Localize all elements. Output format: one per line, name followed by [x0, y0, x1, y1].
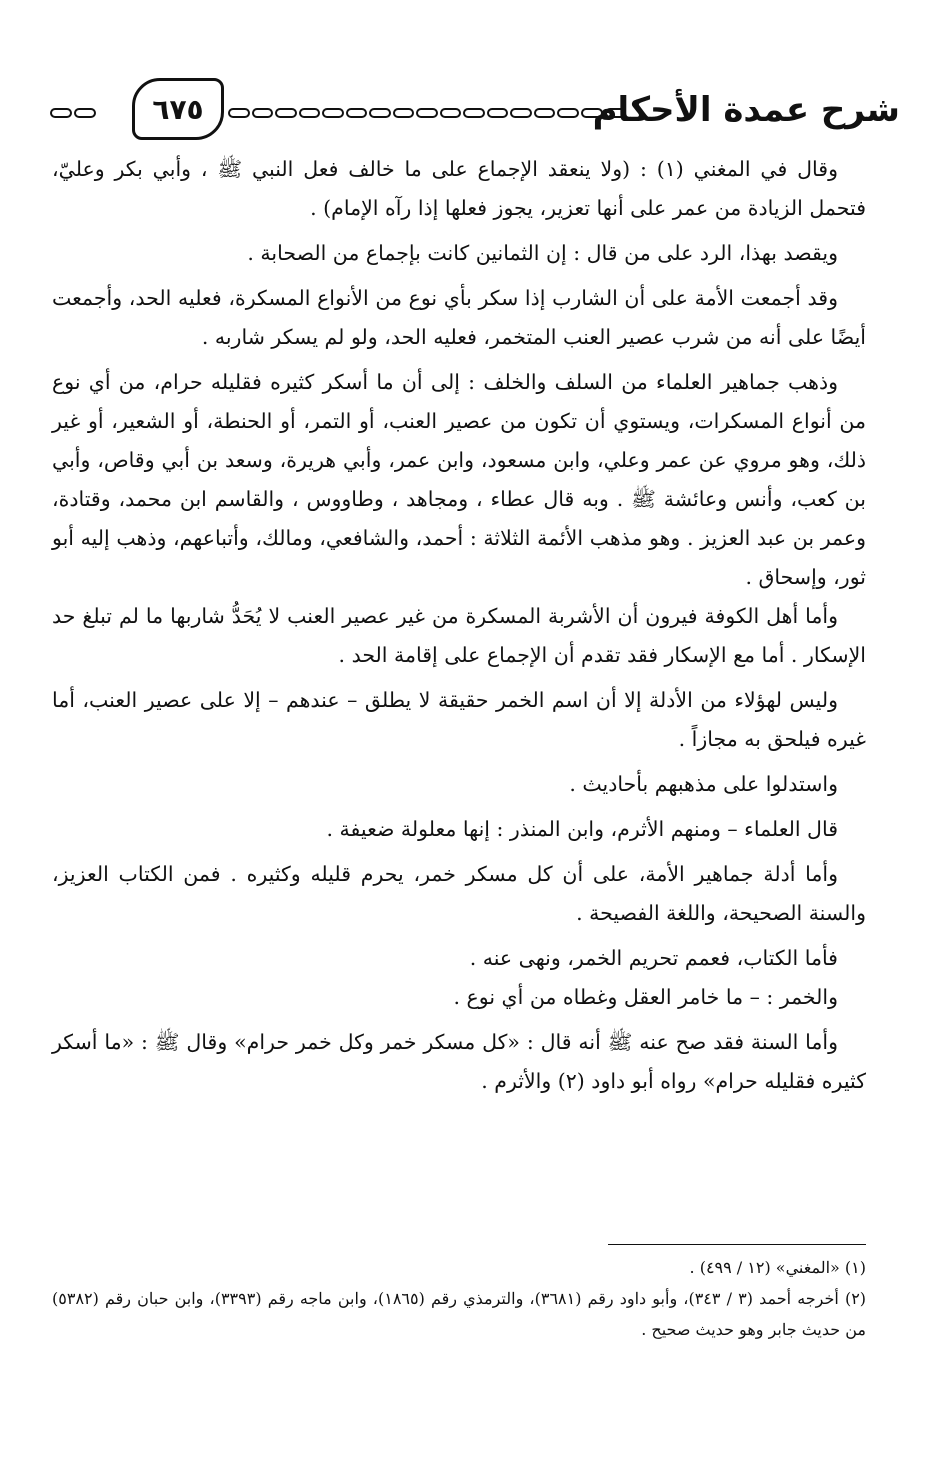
decorative-chain-ornament [228, 108, 626, 120]
footnotes [52, 1252, 866, 1345]
page-number-frame [132, 78, 224, 140]
footnote: (٢) أخرجه أحمد (٣ / ٣٤٣)، وأبو داود رقم (٣٦٨١)، والترمذي رقم (١٨٦٥)، وابن ماجه رقم (٣٣٩٣)، وابن حبان رقم (٥٣٨٢) من حديث جابر وهو حديث صحيح . [52, 1289, 867, 1339]
paragraph: والخمر : – ما خامر العقل وغطاه من أي نوع . [453, 985, 838, 1009]
paragraph: وقد أجمعت الأمة على أن الشارب إذا سكر بأي نوع من الأنواع المسكرة، فعليه الحد، وأجمعت أيضًا على أنه من شرب عصير العنب المتخمر، فعليه الحد، ولو لم يسكر شاربه . [52, 286, 866, 349]
footnote: (١) «المغني» (١٢ / ٤٩٩) . [689, 1258, 866, 1277]
paragraph: وقال في المغني (١) : (ولا ينعقد الإجماع على ما خالف فعل النبي ﷺ ، وأبي بكر وعليّ، فتحمل الزيادة من عمر على أنها تعزير، يجوز فعلها إذا رآه الإمام) . [52, 157, 866, 220]
paragraph: وأما السنة فقد صح عنه ﷺ أنه قال : «كل مسكر خمر وكل خمر حرام» وقال ﷺ : «ما أسكر كثيره فقليله حرام» رواه أبو داود (٢) والأثرم . [52, 1030, 866, 1093]
page-number: ٦٧٥ [152, 92, 204, 126]
paragraph: واستدلوا على مذهبهم بأحاديث . [569, 772, 838, 796]
paragraph: قال العلماء – ومنهم الأثرم، وابن المنذر : إنها معلولة ضعيفة . [326, 817, 838, 841]
book-title: شرح عمدة الأحكام [592, 90, 900, 130]
paragraph: وذهب جماهير العلماء من السلف والخلف : إلى أن ما أسكر كثيره فقليله حرام، من أي نوع من أنواع المسكرات، ويستوي أن تكون من عصير العنب، أو التمر، أو الحنطة، أو الشعير، أو غير ذلك، وهو مروي عن عمر وعلي، وابن مسعود، وابن عمر، وأبي هريرة، وسعد بن أبي وقاص، وأبي بن كعب، وأنس وعائشة ﷺ . وبه قال عطاء ، ومجاهد ، وطاووس ، والقاسم ابن محمد، وقتادة، وعمر بن عبد العزيز . وهو مذهب الأئمة الثلاثة : أحمد، والشافعي، ومالك، وأتباعهم، وذهب إليه أبو ثور، وإسحاق . [52, 370, 866, 589]
paragraph: ويقصد بهذا، الرد على من قال : إن الثمانين كانت بإجماع من الصحابة . [247, 241, 838, 265]
decorative-chain-ornament-small [50, 108, 110, 120]
paragraph: فأما الكتاب، فعمم تحريم الخمر، ونهى عنه . [469, 946, 838, 970]
paragraph: وأما أدلة جماهير الأمة، على أن كل مسكر خمر، يحرم قليله وكثيره . فمن الكتاب العزيز، والسنة الصحيحة، واللغة الفصيحة . [52, 862, 866, 925]
page-header [40, 74, 900, 144]
main-text [52, 150, 866, 1101]
paragraph: وأما أهل الكوفة فيرون أن الأشربة المسكرة من غير عصير العنب لا يُحَدُّ شاربها ما لم تبلغ حد الإسكار . أما مع الإسكار فقد تقدم أن الإجماع على إقامة الحد . [52, 604, 866, 667]
paragraph: وليس لهؤلاء من الأدلة إلا أن اسم الخمر حقيقة لا يطلق – عندهم – إلا على عصير العنب، أما غيره فيلحق به مجازاً . [52, 688, 866, 751]
footnote-separator [608, 1244, 866, 1245]
